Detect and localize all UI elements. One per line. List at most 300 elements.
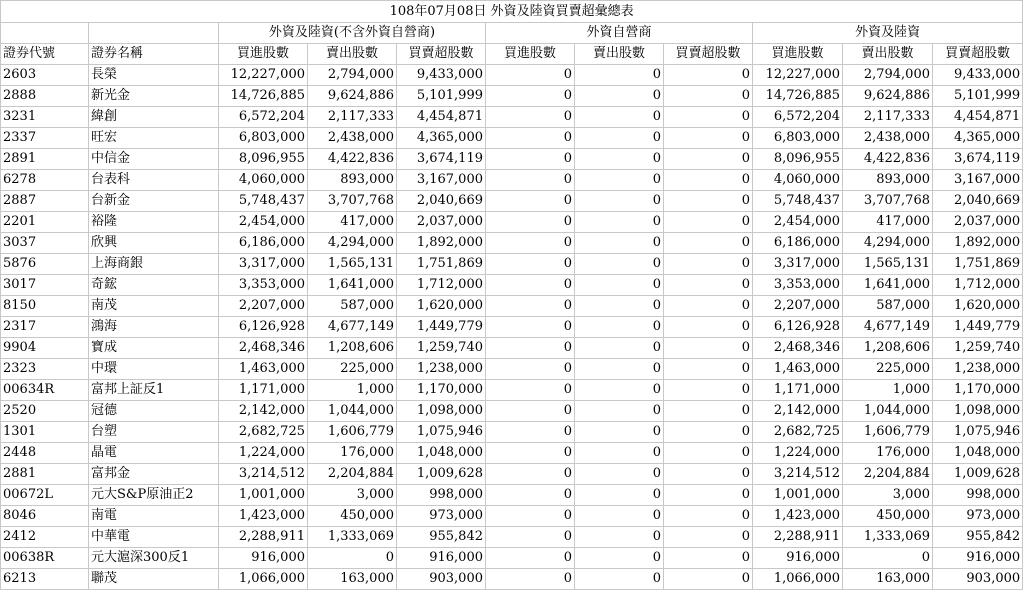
cell-net-3[interactable]: 1,751,869 xyxy=(933,254,1023,275)
cell-net-2[interactable]: 0 xyxy=(664,170,753,191)
cell-code[interactable]: 00672L xyxy=(1,485,89,506)
cell-code[interactable]: 00638R xyxy=(1,548,89,569)
cell-buy-2[interactable]: 0 xyxy=(486,107,575,128)
cell-code[interactable]: 8150 xyxy=(1,296,89,317)
cell-buy-2[interactable]: 0 xyxy=(486,506,575,527)
cell-buy-3[interactable]: 1,224,000 xyxy=(753,443,843,464)
cell-buy-1[interactable]: 2,682,725 xyxy=(219,422,308,443)
cell-buy-3[interactable]: 6,572,204 xyxy=(753,107,843,128)
cell-sell-2[interactable]: 0 xyxy=(575,149,664,170)
cell-code[interactable]: 2317 xyxy=(1,317,89,338)
cell-name[interactable]: 寶成 xyxy=(89,338,219,359)
cell-net-1[interactable]: 1,170,000 xyxy=(397,380,486,401)
cell-net-2[interactable]: 0 xyxy=(664,317,753,338)
cell-sell-3[interactable]: 1,333,069 xyxy=(843,527,933,548)
cell-code[interactable]: 2887 xyxy=(1,191,89,212)
cell-net-1[interactable]: 1,098,000 xyxy=(397,401,486,422)
group-header-foreign-excl-dealer[interactable]: 外資及陸資(不含外資自營商) xyxy=(219,23,486,44)
cell-buy-2[interactable]: 0 xyxy=(486,569,575,590)
cell-buy-2[interactable]: 0 xyxy=(486,422,575,443)
cell-sell-1[interactable]: 2,204,884 xyxy=(308,464,397,485)
cell-net-2[interactable]: 0 xyxy=(664,254,753,275)
cell-sell-1[interactable]: 3,707,768 xyxy=(308,191,397,212)
cell-sell-1[interactable]: 2,794,000 xyxy=(308,65,397,86)
cell-buy-1[interactable]: 1,001,000 xyxy=(219,485,308,506)
group-header-blank-code[interactable] xyxy=(1,23,89,44)
cell-net-3[interactable]: 955,842 xyxy=(933,527,1023,548)
cell-buy-3[interactable]: 2,682,725 xyxy=(753,422,843,443)
cell-net-2[interactable]: 0 xyxy=(664,149,753,170)
cell-sell-2[interactable]: 0 xyxy=(575,443,664,464)
cell-net-2[interactable]: 0 xyxy=(664,422,753,443)
cell-name[interactable]: 中華電 xyxy=(89,527,219,548)
cell-buy-1[interactable]: 3,353,000 xyxy=(219,275,308,296)
cell-net-2[interactable]: 0 xyxy=(664,233,753,254)
cell-sell-3[interactable]: 2,117,333 xyxy=(843,107,933,128)
cell-name[interactable]: 台表科 xyxy=(89,170,219,191)
cell-buy-3[interactable]: 1,171,000 xyxy=(753,380,843,401)
cell-sell-1[interactable]: 1,000 xyxy=(308,380,397,401)
cell-net-1[interactable]: 2,037,000 xyxy=(397,212,486,233)
cell-buy-2[interactable]: 0 xyxy=(486,65,575,86)
cell-sell-2[interactable]: 0 xyxy=(575,359,664,380)
cell-sell-3[interactable]: 1,044,000 xyxy=(843,401,933,422)
cell-sell-1[interactable]: 2,438,000 xyxy=(308,128,397,149)
cell-net-3[interactable]: 1,712,000 xyxy=(933,275,1023,296)
cell-net-2[interactable]: 0 xyxy=(664,401,753,422)
cell-sell-3[interactable]: 1,565,131 xyxy=(843,254,933,275)
cell-net-3[interactable]: 4,365,000 xyxy=(933,128,1023,149)
cell-net-2[interactable]: 0 xyxy=(664,296,753,317)
cell-buy-3[interactable]: 1,423,000 xyxy=(753,506,843,527)
cell-net-1[interactable]: 1,892,000 xyxy=(397,233,486,254)
cell-sell-3[interactable]: 2,204,884 xyxy=(843,464,933,485)
cell-sell-1[interactable]: 1,333,069 xyxy=(308,527,397,548)
cell-sell-1[interactable]: 1,641,000 xyxy=(308,275,397,296)
cell-name[interactable]: 富邦金 xyxy=(89,464,219,485)
cell-buy-3[interactable]: 6,803,000 xyxy=(753,128,843,149)
cell-buy-1[interactable]: 916,000 xyxy=(219,548,308,569)
table-row xyxy=(1,548,1023,569)
cell-sell-1[interactable]: 163,000 xyxy=(308,569,397,590)
cell-buy-2[interactable]: 0 xyxy=(486,296,575,317)
cell-sell-3[interactable]: 1,606,779 xyxy=(843,422,933,443)
cell-buy-3[interactable]: 2,454,000 xyxy=(753,212,843,233)
cell-sell-3[interactable]: 1,641,000 xyxy=(843,275,933,296)
cell-name[interactable]: 新光金 xyxy=(89,86,219,107)
cell-net-3[interactable]: 1,048,000 xyxy=(933,443,1023,464)
cell-sell-2[interactable]: 0 xyxy=(575,464,664,485)
cell-code[interactable]: 3017 xyxy=(1,275,89,296)
cell-buy-1[interactable]: 3,317,000 xyxy=(219,254,308,275)
cell-buy-2[interactable]: 0 xyxy=(486,128,575,149)
cell-buy-1[interactable]: 1,463,000 xyxy=(219,359,308,380)
table-row xyxy=(1,86,1023,107)
cell-buy-3[interactable]: 8,096,955 xyxy=(753,149,843,170)
cell-buy-1[interactable]: 14,726,885 xyxy=(219,86,308,107)
cell-sell-2[interactable]: 0 xyxy=(575,128,664,149)
cell-sell-3[interactable]: 3,000 xyxy=(843,485,933,506)
cell-net-2[interactable]: 0 xyxy=(664,485,753,506)
cell-sell-2[interactable]: 0 xyxy=(575,275,664,296)
cell-buy-3[interactable]: 3,353,000 xyxy=(753,275,843,296)
cell-sell-1[interactable]: 893,000 xyxy=(308,170,397,191)
cell-name[interactable]: 富邦上証反1 xyxy=(89,380,219,401)
cell-sell-2[interactable]: 0 xyxy=(575,233,664,254)
cell-buy-3[interactable]: 5,748,437 xyxy=(753,191,843,212)
cell-buy-2[interactable]: 0 xyxy=(486,548,575,569)
cell-buy-1[interactable]: 6,572,204 xyxy=(219,107,308,128)
cell-sell-2[interactable]: 0 xyxy=(575,401,664,422)
cell-code[interactable]: 2888 xyxy=(1,86,89,107)
cell-buy-2[interactable]: 0 xyxy=(486,401,575,422)
cell-buy-3[interactable]: 1,066,000 xyxy=(753,569,843,590)
cell-buy-2[interactable]: 0 xyxy=(486,191,575,212)
cell-code[interactable]: 2520 xyxy=(1,401,89,422)
cell-code[interactable]: 00634R xyxy=(1,380,89,401)
cell-buy-3[interactable]: 1,001,000 xyxy=(753,485,843,506)
cell-sell-1[interactable]: 4,422,836 xyxy=(308,149,397,170)
cell-net-3[interactable]: 903,000 xyxy=(933,569,1023,590)
cell-net-2[interactable]: 0 xyxy=(664,464,753,485)
cell-buy-1[interactable]: 2,207,000 xyxy=(219,296,308,317)
cell-net-2[interactable]: 0 xyxy=(664,128,753,149)
cell-code[interactable]: 8046 xyxy=(1,506,89,527)
cell-buy-2[interactable]: 0 xyxy=(486,443,575,464)
cell-net-2[interactable]: 0 xyxy=(664,65,753,86)
cell-name[interactable]: 上海商銀 xyxy=(89,254,219,275)
cell-sell-1[interactable]: 3,000 xyxy=(308,485,397,506)
cell-name[interactable]: 晶電 xyxy=(89,443,219,464)
cell-buy-3[interactable]: 12,227,000 xyxy=(753,65,843,86)
cell-net-1[interactable]: 5,101,999 xyxy=(397,86,486,107)
group-header-blank-name[interactable] xyxy=(89,23,219,44)
cell-net-1[interactable]: 9,433,000 xyxy=(397,65,486,86)
cell-sell-1[interactable]: 1,606,779 xyxy=(308,422,397,443)
cell-buy-1[interactable]: 8,096,955 xyxy=(219,149,308,170)
cell-buy-1[interactable]: 2,454,000 xyxy=(219,212,308,233)
cell-net-1[interactable]: 903,000 xyxy=(397,569,486,590)
cell-net-1[interactable]: 1,751,869 xyxy=(397,254,486,275)
cell-net-2[interactable]: 0 xyxy=(664,527,753,548)
cell-buy-1[interactable]: 1,171,000 xyxy=(219,380,308,401)
table-row xyxy=(1,380,1023,401)
cell-name[interactable]: 旺宏 xyxy=(89,128,219,149)
cell-sell-2[interactable]: 0 xyxy=(575,380,664,401)
cell-buy-1[interactable]: 12,227,000 xyxy=(219,65,308,86)
cell-sell-3[interactable]: 587,000 xyxy=(843,296,933,317)
cell-sell-2[interactable]: 0 xyxy=(575,317,664,338)
cell-buy-2[interactable]: 0 xyxy=(486,485,575,506)
cell-buy-2[interactable]: 0 xyxy=(486,527,575,548)
cell-buy-1[interactable]: 1,224,000 xyxy=(219,443,308,464)
cell-name[interactable]: 聯茂 xyxy=(89,569,219,590)
cell-buy-3[interactable]: 1,463,000 xyxy=(753,359,843,380)
cell-net-1[interactable]: 1,009,628 xyxy=(397,464,486,485)
group-header-foreign-total[interactable]: 外資及陸資 xyxy=(753,23,1023,44)
cell-code[interactable]: 2201 xyxy=(1,212,89,233)
cell-buy-2[interactable]: 0 xyxy=(486,338,575,359)
cell-sell-3[interactable]: 1,000 xyxy=(843,380,933,401)
cell-net-3[interactable]: 1,009,628 xyxy=(933,464,1023,485)
cell-sell-2[interactable]: 0 xyxy=(575,191,664,212)
group-header-foreign-dealer[interactable]: 外資自營商 xyxy=(486,23,753,44)
cell-sell-1[interactable]: 176,000 xyxy=(308,443,397,464)
cell-code[interactable]: 6213 xyxy=(1,569,89,590)
cell-net-2[interactable]: 0 xyxy=(664,86,753,107)
cell-sell-3[interactable]: 176,000 xyxy=(843,443,933,464)
cell-sell-3[interactable]: 1,208,606 xyxy=(843,338,933,359)
cell-net-2[interactable]: 0 xyxy=(664,275,753,296)
cell-buy-2[interactable]: 0 xyxy=(486,149,575,170)
cell-code[interactable]: 5876 xyxy=(1,254,89,275)
cell-name[interactable]: 緯創 xyxy=(89,107,219,128)
cell-sell-1[interactable]: 450,000 xyxy=(308,506,397,527)
cell-sell-2[interactable]: 0 xyxy=(575,527,664,548)
cell-buy-3[interactable]: 916,000 xyxy=(753,548,843,569)
cell-code[interactable]: 3037 xyxy=(1,233,89,254)
cell-net-2[interactable]: 0 xyxy=(664,212,753,233)
col-header-net-1[interactable]: 買賣超股數 xyxy=(397,44,486,65)
cell-sell-2[interactable]: 0 xyxy=(575,170,664,191)
col-header-sell-3[interactable]: 賣出股數 xyxy=(843,44,933,65)
cell-net-1[interactable]: 3,674,119 xyxy=(397,149,486,170)
cell-net-1[interactable]: 1,048,000 xyxy=(397,443,486,464)
cell-sell-3[interactable]: 163,000 xyxy=(843,569,933,590)
cell-sell-2[interactable]: 0 xyxy=(575,485,664,506)
cell-buy-1[interactable]: 3,214,512 xyxy=(219,464,308,485)
cell-sell-1[interactable]: 2,117,333 xyxy=(308,107,397,128)
cell-code[interactable]: 2412 xyxy=(1,527,89,548)
cell-name[interactable]: 元大滬深300反1 xyxy=(89,548,219,569)
cell-name[interactable]: 長榮 xyxy=(89,65,219,86)
cell-net-3[interactable]: 1,075,946 xyxy=(933,422,1023,443)
cell-code[interactable]: 1301 xyxy=(1,422,89,443)
cell-buy-1[interactable]: 6,186,000 xyxy=(219,233,308,254)
cell-name[interactable]: 奇鋐 xyxy=(89,275,219,296)
cell-sell-3[interactable]: 2,794,000 xyxy=(843,65,933,86)
cell-sell-1[interactable]: 1,044,000 xyxy=(308,401,397,422)
cell-net-2[interactable]: 0 xyxy=(664,338,753,359)
cell-net-3[interactable]: 2,040,669 xyxy=(933,191,1023,212)
cell-sell-3[interactable]: 4,294,000 xyxy=(843,233,933,254)
cell-net-1[interactable]: 1,075,946 xyxy=(397,422,486,443)
cell-sell-2[interactable]: 0 xyxy=(575,506,664,527)
cell-code[interactable]: 2337 xyxy=(1,128,89,149)
cell-buy-2[interactable]: 0 xyxy=(486,464,575,485)
cell-net-3[interactable]: 3,167,000 xyxy=(933,170,1023,191)
cell-net-2[interactable]: 0 xyxy=(664,359,753,380)
cell-name[interactable]: 台塑 xyxy=(89,422,219,443)
cell-buy-1[interactable]: 1,423,000 xyxy=(219,506,308,527)
cell-sell-2[interactable]: 0 xyxy=(575,86,664,107)
cell-sell-1[interactable]: 417,000 xyxy=(308,212,397,233)
cell-buy-2[interactable]: 0 xyxy=(486,359,575,380)
cell-net-2[interactable]: 0 xyxy=(664,191,753,212)
cell-net-3[interactable]: 1,892,000 xyxy=(933,233,1023,254)
cell-code[interactable]: 9904 xyxy=(1,338,89,359)
cell-net-1[interactable]: 3,167,000 xyxy=(397,170,486,191)
cell-net-1[interactable]: 1,259,740 xyxy=(397,338,486,359)
cell-buy-1[interactable]: 6,126,928 xyxy=(219,317,308,338)
cell-sell-1[interactable]: 4,677,149 xyxy=(308,317,397,338)
cell-net-1[interactable]: 2,040,669 xyxy=(397,191,486,212)
cell-buy-1[interactable]: 6,803,000 xyxy=(219,128,308,149)
cell-sell-2[interactable]: 0 xyxy=(575,422,664,443)
group-header-row xyxy=(1,23,1023,44)
cell-name[interactable]: 鴻海 xyxy=(89,317,219,338)
cell-sell-1[interactable]: 9,624,886 xyxy=(308,86,397,107)
cell-net-1[interactable]: 4,454,871 xyxy=(397,107,486,128)
table-row xyxy=(1,107,1023,128)
cell-buy-2[interactable]: 0 xyxy=(486,233,575,254)
cell-net-2[interactable]: 0 xyxy=(664,569,753,590)
col-header-net-2[interactable]: 買賣超股數 xyxy=(664,44,753,65)
col-header-name[interactable]: 證券名稱 xyxy=(89,44,219,65)
cell-sell-3[interactable]: 0 xyxy=(843,548,933,569)
cell-sell-3[interactable]: 417,000 xyxy=(843,212,933,233)
cell-buy-2[interactable]: 0 xyxy=(486,380,575,401)
cell-buy-2[interactable]: 0 xyxy=(486,275,575,296)
cell-sell-1[interactable]: 1,565,131 xyxy=(308,254,397,275)
col-header-net-3[interactable]: 買賣超股數 xyxy=(933,44,1023,65)
table-row xyxy=(1,65,1023,86)
cell-sell-3[interactable]: 225,000 xyxy=(843,359,933,380)
cell-name[interactable]: 元大S&P原油正2 xyxy=(89,485,219,506)
cell-buy-2[interactable]: 0 xyxy=(486,170,575,191)
cell-buy-3[interactable]: 14,726,885 xyxy=(753,86,843,107)
cell-name[interactable]: 裕隆 xyxy=(89,212,219,233)
cell-net-3[interactable]: 998,000 xyxy=(933,485,1023,506)
cell-buy-3[interactable]: 3,317,000 xyxy=(753,254,843,275)
cell-buy-2[interactable]: 0 xyxy=(486,212,575,233)
cell-sell-1[interactable]: 587,000 xyxy=(308,296,397,317)
col-header-sell-2[interactable]: 賣出股數 xyxy=(575,44,664,65)
cell-buy-3[interactable]: 2,468,346 xyxy=(753,338,843,359)
cell-name[interactable]: 中環 xyxy=(89,359,219,380)
sheet-title[interactable]: 108年07月08日 外資及陸資買賣超彙總表 xyxy=(1,1,1023,23)
cell-net-2[interactable]: 0 xyxy=(664,443,753,464)
cell-net-1[interactable]: 916,000 xyxy=(397,548,486,569)
cell-code[interactable]: 2603 xyxy=(1,65,89,86)
cell-code[interactable]: 2891 xyxy=(1,149,89,170)
cell-sell-1[interactable]: 4,294,000 xyxy=(308,233,397,254)
cell-net-3[interactable]: 1,620,000 xyxy=(933,296,1023,317)
cell-sell-3[interactable]: 3,707,768 xyxy=(843,191,933,212)
col-header-code[interactable]: 證券代號 xyxy=(1,44,89,65)
cell-net-1[interactable]: 973,000 xyxy=(397,506,486,527)
cell-buy-1[interactable]: 5,748,437 xyxy=(219,191,308,212)
cell-buy-2[interactable]: 0 xyxy=(486,86,575,107)
cell-net-1[interactable]: 1,449,779 xyxy=(397,317,486,338)
cell-net-1[interactable]: 1,238,000 xyxy=(397,359,486,380)
cell-code[interactable]: 2323 xyxy=(1,359,89,380)
cell-net-3[interactable]: 1,259,740 xyxy=(933,338,1023,359)
cell-sell-2[interactable]: 0 xyxy=(575,338,664,359)
cell-net-1[interactable]: 955,842 xyxy=(397,527,486,548)
cell-sell-3[interactable]: 2,438,000 xyxy=(843,128,933,149)
cell-buy-2[interactable]: 0 xyxy=(486,254,575,275)
cell-buy-3[interactable]: 3,214,512 xyxy=(753,464,843,485)
cell-net-3[interactable]: 3,674,119 xyxy=(933,149,1023,170)
cell-code[interactable]: 6278 xyxy=(1,170,89,191)
cell-buy-1[interactable]: 4,060,000 xyxy=(219,170,308,191)
cell-sell-1[interactable]: 0 xyxy=(308,548,397,569)
cell-net-3[interactable]: 1,170,000 xyxy=(933,380,1023,401)
cell-sell-2[interactable]: 0 xyxy=(575,212,664,233)
cell-name[interactable]: 冠德 xyxy=(89,401,219,422)
cell-buy-1[interactable]: 1,066,000 xyxy=(219,569,308,590)
cell-buy-3[interactable]: 2,142,000 xyxy=(753,401,843,422)
cell-net-1[interactable]: 1,620,000 xyxy=(397,296,486,317)
cell-code[interactable]: 2448 xyxy=(1,443,89,464)
cell-net-3[interactable]: 9,433,000 xyxy=(933,65,1023,86)
cell-sell-2[interactable]: 0 xyxy=(575,254,664,275)
cell-sell-1[interactable]: 225,000 xyxy=(308,359,397,380)
cell-net-3[interactable]: 4,454,871 xyxy=(933,107,1023,128)
cell-net-3[interactable]: 1,449,779 xyxy=(933,317,1023,338)
cell-code[interactable]: 2881 xyxy=(1,464,89,485)
title-row xyxy=(1,1,1023,23)
cell-sell-2[interactable]: 0 xyxy=(575,569,664,590)
cell-sell-3[interactable]: 4,422,836 xyxy=(843,149,933,170)
cell-sell-3[interactable]: 893,000 xyxy=(843,170,933,191)
cell-net-2[interactable]: 0 xyxy=(664,107,753,128)
cell-net-3[interactable]: 5,101,999 xyxy=(933,86,1023,107)
col-header-sell-1[interactable]: 賣出股數 xyxy=(308,44,397,65)
cell-name[interactable]: 台新金 xyxy=(89,191,219,212)
cell-sell-3[interactable]: 4,677,149 xyxy=(843,317,933,338)
cell-net-1[interactable]: 4,365,000 xyxy=(397,128,486,149)
cell-buy-3[interactable]: 2,207,000 xyxy=(753,296,843,317)
cell-net-3[interactable]: 2,037,000 xyxy=(933,212,1023,233)
cell-name[interactable]: 欣興 xyxy=(89,233,219,254)
cell-net-3[interactable]: 1,098,000 xyxy=(933,401,1023,422)
cell-buy-3[interactable]: 6,186,000 xyxy=(753,233,843,254)
cell-sell-2[interactable]: 0 xyxy=(575,107,664,128)
cell-sell-2[interactable]: 0 xyxy=(575,296,664,317)
cell-sell-2[interactable]: 0 xyxy=(575,548,664,569)
cell-buy-3[interactable]: 4,060,000 xyxy=(753,170,843,191)
cell-buy-1[interactable]: 2,468,346 xyxy=(219,338,308,359)
cell-name[interactable]: 南茂 xyxy=(89,296,219,317)
cell-buy-3[interactable]: 6,126,928 xyxy=(753,317,843,338)
cell-buy-3[interactable]: 2,288,911 xyxy=(753,527,843,548)
cell-code[interactable]: 3231 xyxy=(1,107,89,128)
cell-net-2[interactable]: 0 xyxy=(664,548,753,569)
cell-sell-3[interactable]: 450,000 xyxy=(843,506,933,527)
table-row xyxy=(1,569,1023,590)
cell-name[interactable]: 中信金 xyxy=(89,149,219,170)
cell-net-3[interactable]: 1,238,000 xyxy=(933,359,1023,380)
cell-sell-3[interactable]: 9,624,886 xyxy=(843,86,933,107)
cell-net-2[interactable]: 0 xyxy=(664,506,753,527)
cell-net-1[interactable]: 998,000 xyxy=(397,485,486,506)
cell-buy-1[interactable]: 2,142,000 xyxy=(219,401,308,422)
cell-name[interactable]: 南電 xyxy=(89,506,219,527)
cell-net-3[interactable]: 916,000 xyxy=(933,548,1023,569)
cell-sell-1[interactable]: 1,208,606 xyxy=(308,338,397,359)
cell-sell-2[interactable]: 0 xyxy=(575,65,664,86)
cell-buy-2[interactable]: 0 xyxy=(486,317,575,338)
col-header-buy-1[interactable]: 買進股數 xyxy=(219,44,308,65)
col-header-buy-3[interactable]: 買進股數 xyxy=(753,44,843,65)
cell-buy-1[interactable]: 2,288,911 xyxy=(219,527,308,548)
col-header-buy-2[interactable]: 買進股數 xyxy=(486,44,575,65)
cell-net-2[interactable]: 0 xyxy=(664,380,753,401)
cell-net-3[interactable]: 973,000 xyxy=(933,506,1023,527)
cell-net-1[interactable]: 1,712,000 xyxy=(397,275,486,296)
